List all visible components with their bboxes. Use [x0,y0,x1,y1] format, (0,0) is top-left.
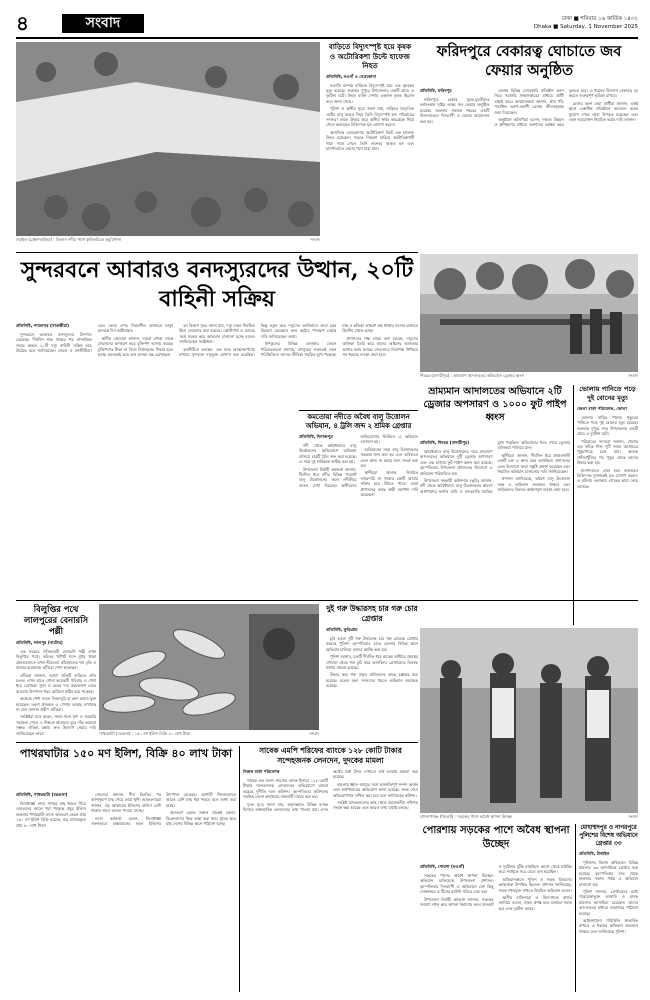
paragraph: অনেকে পেশা বদলে দিনমজুরি বা অন্য কাজে যুক্ত হয়েছেন। তরুণ প্রজন্মও এ পেশায় আগ্রহ দেখাচ্ছে না বলে জানান প্রবীণ তাঁতিরা। [16,696,96,713]
eviction-photo-caption: গোলাপগঞ্জ (সিলেট) : সড়কের পাশে অবৈধ স্থাপনা উচ্ছেদ [420,814,513,819]
posh-body [420,864,572,911]
paragraph: প্রশাসন জানিয়েছে, অবৈধ বালু উত্তোলন বন্ধে এ অভিযান অব্যাহত থাকবে এবং জড়িতদের বিরুদ্ধে আইনানুগ ব্যবস্থা নেয়া হবে। [497,476,570,493]
dredger-photo-illustration [420,254,638,372]
mohammadpur-story [579,824,638,992]
eviction-photo-illustration [420,628,638,813]
page-number: ৪ [16,11,29,35]
posh-headline: পোরশায় সড়কের পাশে অবৈধ স্থাপনা উচ্ছেদ [422,825,570,850]
electric-byline: প্রতিনিধি, নওগাঁ ও নেত্রকোনা [326,73,377,79]
bank-byline: নিজস্ব বার্তা পরিবেশক [243,769,280,774]
paragraph: ভোলায় বাড়ির পাশের পুকুরের পানিতে পড়ে দুই বোনের মৃত্যু হয়েছে। শুক্রবার দুপুরে সদর উপজেলার একটি গ্রামে এ দুর্ঘটনা ঘটে। [577,415,638,437]
paragraph: উপজেলা নির্বাহী কর্মকর্তা জানান, সড়কের জায়গা দখল করে স্থাপনা নির্মাণের ফলে যানজট ও দুর্ঘটনার ঝুঁকি বাড়ছিল। আগে থেকে মাইকিং করে সবাইকে সরে যেতে বলা হয়েছিল। [420,864,572,908]
masthead-logo [62,14,144,33]
canal-photo-illustration [16,42,320,236]
dateline-english: Dhaka ■ Saturday, 1 November 2025 [533,24,638,30]
paragraph: পুলিশ ও স্থানীয় সূত্রে জানা যায়, বাড়িতে বৈদ্যুতিক মোটর চালু করতে গিয়ে তিনি বিদ্যুৎস্পৃষ্ট হন। পরিবারের সদস্যরা তাকে উদ্ধার করে স্থানীয় স্বাস্থ্য কমপ্লেক্সে নিয়ে গেলে কর্তব্যরত চিকিৎসক মৃত ঘোষণা করেন। [326,106,414,128]
mobile-court-headline: ভ্রাম্যমান আদালতের অভিযানে ২টি ড্রেজার অপসারণ ও ১০০০ ফুট পাইপ ধ্বংস [423,386,567,423]
mohammadpur-headline: মোহাম্মদপুর ও নাগরপুরে পুলিশের বিশেষ অভিযানে গ্রেপ্তার ৩৩ [579,825,638,847]
sand-top-rule [299,410,418,411]
cattle-body [326,636,418,689]
mobile-court-body [420,440,570,494]
paragraph: মামলায় জ্ঞাত আয়ের সঙ্গে অসঙ্গতিপূর্ণ সম্পদ অর্জন এবং অর্থপাচারের অভিযোগ আনা হয়েছে। তদন্ত শেষে অভিযোগপত্র দাখিল করা হবে বলে জানিয়েছে কমিশন। [333,781,418,798]
hilsa-headline-box [16,746,236,788]
mohammadpur-byline: প্রতিনিধি, টাঙ্গাইল [579,851,610,856]
electric-headline: বাড়িতে বিদ্যুৎস্পৃষ্ট হয়ে কৃষক ও অটোরিকশা উল্টে হাফেজ নিহত [328,42,412,70]
paragraph: অবৈধভাবে বালু উত্তোলনের দায়ে ভ্রাম্যমাণ আদালতের অভিযানে দুটি ড্রেজার অপসারণ এবং এক হাজার ফুট পাইপ ধ্বংস করা হয়েছে। বৃহস্পতিবার উপজেলা প্রশাসনের উদ্যোগে এ অভিযান পরিচালিত হয়। [420,449,493,476]
faridpur-headline: ফরিদপুরে বেকারত্ব ঘোচাতে জব ফেয়ার অনুষ্ঠিত [436,43,622,79]
paragraph: হাসপাতালে নেয়া হলে কর্তব্যরত চিকিৎসক দুজনকেই মৃত ঘোষণা করেন। এ ঘটনায় এলাকায় শোকের ছায়া নেমে এসেছে। [577,467,638,489]
posh-byline: প্রতিনিধি, পোরশা (নওগাঁ) [420,864,465,869]
hilsa-photo-credit: সংবাদ [309,731,319,736]
hilsa-body-box [16,792,236,992]
hilsa-photo-illustration [99,604,319,730]
paragraph: উদ্ধার করা গরু প্রকৃত মালিকদের কাছে হস্তান্তর করা হয়েছে। চক্রের অন্য সদস্যদের ধরতে অভিযান অব্যাহত রয়েছে। [326,672,418,689]
paragraph: দুদক সূত্রে জানা যায়, অনুসন্ধানে বিভিন্ন ব্যাংক হিসাবে অস্বাভাবিক লেনদেনের তথ্য পাওয়া যায়। এসব অর্থের বৈধ উৎস দেখাতে ব্যর্থ হওয়ায় মামলা করা হয়েছে। [243,769,418,813]
dredger-photo-credit: সংবাদ [628,373,638,378]
sundarbans-byline: প্রতিনিধি, শ্যামনগর (সাতক্ষীরা) [16,323,70,328]
posh-body-box [420,864,572,992]
cattle-headline: দুই গরু উদ্ধারসহ চার গরু চোর গ্রেপ্তার [326,604,418,623]
paragraph: তাঁতিরা জানান, আগে প্রতিটি বাড়িতে তাঁত চলত। এখন হাতে গোনা কয়েকটি পরিবার এ পেশা ধরে রেখেছে। সুতা ও রঙের দাম কয়েকগুণ বেড়ে যাওয়ায় উৎপাদন খরচ মেটানো কঠিন হয়ে পড়েছে। [16,672,96,694]
paragraph: নদী থেকে অবৈধভাবে বালু উত্তোলনের অভিযোগে অভিযান চালিয়ে চারটি ট্রলি জব্দ করা হয়েছে। এ সময় দুই শ্রমিককে আটক করা হয়। [299,443,357,465]
sand-body [299,434,418,497]
paragraph: স্থানীয়রা জানান, দীর্ঘদিন ধরে প্রভাবশালী একটি চক্র এ কাজ করে আসছিল। প্রশাসনের এমন উদ্যোগে তারা সন্তুষ্টি প্রকাশ করেছেন এবং নিয়মিত অভিযান চালানোর দাবি জানিয়েছেন। [497,452,570,475]
hilsa-byline: প্রতিনিধি, পাথরঘাটা (বরগুনা) [16,792,68,797]
bhola-divider [573,385,574,625]
masthead-text: সংবাদ [85,15,121,31]
paragraph: উপজেলা নির্বাহী কর্মকর্তা জানান, দীর্ঘদিন ধরে নদীর বিভিন্ন পয়েন্টে বালু উত্তোলনের ফলে নদীতীরে ভাঙন দেখা দিয়েছে। স্থানীয়দের অভিযোগের ভিত্তিতে এ অভিযান চালানো হয়। [299,434,418,488]
paragraph: নওগাঁর মান্দায় বাড়িতে বিদ্যুৎস্পৃষ্ট হয়ে এক কৃষকের মৃত্যু হয়েছে। শুক্রবার দুপুরে উপজেলার একটি গ্রামে এ দুর্ঘটনা ঘটে। নিহত ব্যক্তি পেশায় একজন কৃষক ছিলেন বলে জানা গেছে। [326,82,414,104]
paragraph: স্থানীয় জেলেরা জানান, দস্যুরা নৌকা থেকে জেলেদের অপহরণ করে মুক্তিপণ আদায় করছে। মুক্তিপণের টাকা না দিলে নির্যাতনের শিকার হতে হচ্ছে। অনেকেই ভয়ে বনে যাওয়া বন্ধ রেখেছেন। [97,335,174,358]
mobile-court-headline-box [420,385,570,429]
hilsa-photo-caption: পাথরঘাটা (বরগুনা) : ১৫০ মণ ইলিশ বিক্রি ৪০ লাখ টাকা [99,731,191,736]
paragraph: সংশ্লিষ্টরা মনে করেন, সহজ শর্তে ঋণ ও সরকারি সহায়তা পেলে এ শিল্পকে আবারও ঘুরে দাঁড় করানো সম্ভব। ঐতিহ্য রক্ষায় দ্রুত উদ্যোগ নেয়ার দাবি জানিয়েছেন তারা। [16,714,96,736]
paragraph: পুলিশ জানায়, গ্রেপ্তারদের মধ্যে পরোয়ানাভুক্ত আসামি ও মাদক মামলার আসামিরা রয়েছেন। তাদের আদালতের মাধ্যমে কারাগারে পাঠানো হয়েছে। [579,889,638,916]
bank-story [243,746,418,992]
paragraph: মেলায় অংশ নেয়া প্রার্থীরা জানান, একই স্থানে একাধিক প্রতিষ্ঠানে আবেদন করার সুযোগ পেয়ে তারা উপকৃত হয়েছেন এবং এমন আয়োজন নিয়মিত করার দাবি জানান। [568,100,638,123]
faridpur-body-box [420,88,638,248]
paragraph: অভিযানের সময় বালু উত্তোলনের সরঞ্জাম জব্দ করা হয় এবং ভবিষ্যতে এমন কাজ না করার জন্য সতর্ক করা হয়। [360,446,418,469]
paragraph: বনজীবীরা বলছেন, এক সময় আত্মসমর্পণের মাধ্যমে সুন্দরবন দস্যুমুক্ত ঘোষণা করা হয়েছিল। কিন্তু নতুন করে দস্যুদের আবির্ভাবে তারা চরম উদ্বেগে রয়েছেন। দ্রুত কঠোর পদক্ষেপ নেয়ার দাবি জানিয়েছেন তারা। [179,323,337,358]
bank-headline: সাবেক এমপি শরিফের ব্যাংকে ১২৮ কোটি টাকার সন্দেহজনক লেনদেন, দুদকের মামলা [259,746,402,765]
paragraph: চুরি হওয়া দুটি গরু উদ্ধারসহ চার গরু চোরকে গ্রেপ্তার করেছে পুলিশ। বৃহস্পতিবার রাতে জেলার বিভিন্ন স্থানে অভিযান চালিয়ে তাদের আটক করা হয়। [326,636,418,652]
paragraph: অন্যদিকে নেত্রকোনায় অটোরিকশা উল্টে এক হাফেজ নিহত হয়েছেন। সড়কে নিয়ন্ত্রণ হারিয়ে অটোরিকশাটি খাদে পড়ে গেলে তিনি গুরুতর আহত হন এবং হাসপাতালে নেয়ার পথে মারা যান। [326,129,414,151]
paragraph: পুলিশ জানায়, চক্রটি দীর্ঘদিন ধরে রাতের আঁধারে গৃহস্থের গোয়াল থেকে গরু চুরি করে আসছিল। গ্রেপ্তারদের বিরুদ্ধে থানায় মামলা হয়েছে। [326,654,418,671]
canal-photo [16,42,320,236]
paragraph: উপজেলা সহকারী কমিশনার (ভূমি) জানান, নদী থেকে অবৈধভাবে বালু উত্তোলনের কারণে আশপাশের ফসলি জমি ও বসতবাড়ি হুমকির মুখে পড়ছিল। অভিযানের খবর পেয়ে ড্রেজার মালিকরা পালিয়ে যান। [420,440,570,494]
faridpur-byline: প্রতিনিধি, ফরিদপুর [420,88,452,93]
sand-byline: প্রতিনিধি, দিনাজপুর [299,434,333,439]
paragraph: জেলেরা জানান, দীর্ঘ বিরতির পর আশানুরূপ মাছ পেয়ে তারা খুশি। আড়তদাররা জানান, বড় আকারের ইলিশের চাহিদা বেশি থাকায় দামও ভালো পাওয়া যাচ্ছে। [91,792,161,814]
paragraph: মৎস্য কর্মকর্তা বলেন, নিষেধাজ্ঞা সফলভাবে বাস্তবায়নের ফলে ইলিশের উৎপাদন বেড়েছে। আগামী দিনগুলোতে আরও বেশি মাছ ধরা পড়বে বলে আশা করা হচ্ছে। [91,792,236,827]
lalpur-headline: বিলুপ্তির পথে লালপুরের বেনারসি পল্লী [23,604,89,636]
posh-headline-box [420,824,572,860]
dredger-photo [420,254,638,372]
bhola-headline: ভোলায় পানিতে পড়ে দুই বোনের মৃত্যু [579,385,636,402]
paragraph: ফরিদপুরে বেকার যুবক-যুবতীদের কর্মসংস্থান সৃষ্টির লক্ষ্যে জব ফেয়ার অনুষ্ঠিত হয়েছে। শুক্রবার সকালে শহরের একটি মিলনায়তনে দিনব্যাপী এ মেলার আয়োজন করা হয়। [420,97,490,124]
divider-lower [16,742,418,743]
sand-story [299,410,418,596]
bhola-body [577,415,638,489]
paragraph: সংশ্লিষ্ট ব্যাংকগুলোর কাছ থেকে প্রয়োজনীয় নথিপত্র সংগ্রহ করা হয়েছে এবং আরও তথ্য যাচাই চলছে। [333,800,418,811]
paragraph: পরিবারের সদস্যরা জানান, খেলার এক ফাঁকে শিশু দুটি সবার অগোচরে পুকুরপাড়ে চলে যায়। অনেক খোঁজাখুঁজির পর পুকুর থেকে তাদের উদ্ধার করা হয়। [577,438,638,466]
paragraph: আইনশৃঙ্খলা পরিস্থিতি স্বাভাবিক রাখতে এ ধরনের অভিযান অব্যাহত থাকবে বলে জানিয়েছে পুলিশ। [579,918,638,934]
bhola-byline: জেলা বার্তা পরিবেশক, ভোলা [577,406,627,411]
paragraph: স্থানীয় বাসিন্দারা এ উদ্যোগকে স্বাগত জানিয়ে বলেন, সড়ক প্রশস্ত হলে চলাচল সহজ হবে এবং দুর্ঘটনা কমবে। [498,895,572,911]
eviction-photo [420,628,638,813]
canal-photo-credit: সংবাদ [310,237,320,242]
eviction-photo-credit: সংবাদ [628,814,638,819]
paragraph: সাবেক এক সংসদ সদস্যের ব্যাংক হিসাবে ১২৮ কোটি টাকার সন্দেহজনক লেনদেনের অভিযোগে মামলা করেছে দুর্নীতি দমন কমিশন। বৃহস্পতিবার কমিশনের সমন্বিত জেলা কার্যালয়ে মামলাটি দায়ের করা হয়। [243,778,329,800]
paragraph: অনুষ্ঠানে অতিথিরা বলেন, দক্ষতা উন্নয়ন ও প্রশিক্ষণের মাধ্যমে তরুণদের কর্মক্ষম করে তুলতে হবে। এ ধরনের উদ্যোগ বেকারত্ব দূর করতে গুরুত্বপূর্ণ ভূমিকা রাখবে। [494,88,638,128]
canal-photo-caption: সরাইল (ব্রাহ্মণবাড়িয়া) : তিতাস নদীর পাশে কৃষিজমিতে কচুরিপানা [16,237,122,242]
electric-body [326,83,414,152]
paragraph: প্রশাসনের পক্ষ থেকে বলা হয়েছে, দস্যুদের তালিকা তৈরি করে তাদের আইনের আওতায় আনার কাজ চলছে। জেলেদের নিরাপত্তা নিশ্চিতে সব ধরনের ব্যবস্থা নেয়া হবে। [342,335,418,358]
sundarbans-headline-box [16,256,418,316]
page-header [16,12,638,36]
paragraph: উপকূলের বিভিন্ন এলাকার জেলে পরিবারগুলো জানায়, মৌসুমের শুরুতেই এমন পরিস্থিতিতে তাদের জীবিকা হুমকির মুখে পড়েছে। মাছ ও কাঁকড়া আহরণ বন্ধ থাকায় সংসার চালাতে হিমশিম খেতে হচ্ছে। [260,323,418,358]
mohammadpur-divider [575,824,576,992]
divider-mid [16,600,638,601]
sundarbans-headline: সুন্দরবনে আবারও বনদস্যুরদের উত্থান, ২০টি বাহিনী সক্রিয় [20,257,414,312]
mobile-court-byline: প্রতিনিধি, শিবচর (মাদারীপুর) [420,440,470,445]
hilsa-photo [99,604,319,730]
cattle-story [326,604,418,730]
lalpur-body [16,649,96,736]
hilsa-headline: পাথরঘাটার ১৫০ মণ ইলিশ, বিক্রি ৪০ লাখ টাকা [19,747,233,760]
paragraph: পুলিশের বিশেষ অভিযানে বিভিন্ন মামলার ৩৩ আসামিকে গ্রেপ্তার করা হয়েছে। বৃহস্পতিবার রাত থেকে শুক্রবার সকাল পর্যন্ত এ অভিযান চালানো হয়। [579,860,638,887]
mobile-court-body-box [420,440,570,625]
sand-headline: কমতোয়া নদীতে অবৈধ বালু উত্তোলন অভিযান, ৪ ট্রলি জব্দ ২ শ্রমিক গ্রেপ্তার [305,413,412,430]
paragraph: সড়কের পাশের অবৈধ স্থাপনা উচ্ছেদে অভিযান চালিয়েছে উপজেলা প্রশাসন। বৃহস্পতিবার দিনব্যাপী এ অভিযানে বেশ কিছু দোকানঘর ও টিনের ছাউনি সরিয়ে দেয়া হয়। [420,873,494,895]
paragraph: সুন্দরবনে আবারও বনদস্যুদের উৎপাত বেড়েছে। দীর্ঘদিন শান্ত থাকার পর সাম্প্রতিক সময়ে অন্তত ২০টি দস্যু বাহিনী সক্রিয় হয়ে উঠেছে বলে জানিয়েছেন জেলে ও বনজীবীরা। এতে বনের ওপর নির্ভরশীল হাজারো মানুষ আতঙ্কে দিন কাটাচ্ছেন। [16,323,174,354]
paragraph: মেলায় বিভিন্ন বেসরকারি প্রতিষ্ঠান অংশ নিয়ে সরাসরি সাক্ষাৎকারের মাধ্যমে প্রার্থী বাছাই করে। আয়োজকরা জানান, প্রায় পাঁচ শতাধিক তরুণ-তরুণী মেলায় জীবনবৃত্তান্ত জমা দিয়েছেন। [494,88,564,115]
paragraph: এক সময়ের ঐতিহ্যবাহী বেনারসি পল্লী এখন বিলুপ্তির পথে। তাঁতের খটখট শব্দে মুখর থাকা গ্রামগুলোতে এখন নীরবতা। কাঁচামালের দাম বৃদ্ধি ও বাজার হারানোয় তাঁতিরা পেশা ছাড়ছেন। [16,649,96,671]
divider-top [16,252,418,253]
lalpur-byline: প্রতিনিধি, লালপুর (নাটোর) [16,640,63,645]
lalpur-story [16,604,96,736]
header-rule [16,37,638,39]
paragraph: নিষেধাজ্ঞা শেষে সাগরে মাছ ধরতে গিয়ে জেলেদের জালে ধরা পড়েছে প্রচুর ইলিশ। শুক্রবার পাথরঘাটা মৎস্য অবতরণ কেন্দ্রে প্রায় ১৫০ মণ ইলিশ বিক্রি হয়েছে, যার বাজারমূল্য প্রায় ৪০ লাখ টাকা। [16,801,86,828]
dateline [534,15,638,31]
paragraph: অবতরণ কেন্দ্রে সকাল থেকেই ক্রেতা-বিক্রেতাদের ভিড় লক্ষ্য করা যায়। ট্রাকে করে মাছ দেশের বিভিন্ন স্থানে পাঠানো হচ্ছে। [166,810,236,827]
cattle-byline: প্রতিনিধি, কুড়িগ্রাম [326,627,358,632]
electric-story [326,42,414,246]
bhola-story [577,385,638,625]
dateline-bengali: ঢাকা ■ শনিবার ১৬ কার্তিক ১৪৩২ [561,16,638,22]
paragraph: স্থানীয়রা জানান, নিয়মিত নজরদারি না থাকায় চক্রটি আবার সক্রিয় হয়ে উঠতে পারে। তারা প্রশাসনের কাছে স্থায়ী সমাধান দাবি করেছেন। [360,470,418,498]
bank-divider [239,746,240,992]
paragraph: অভিযানকালে পুলিশ ও সড়ক বিভাগের কর্মকর্তারা উপস্থিত ছিলেন। প্রশাসন জানিয়েছে, সড়ক দখলমুক্ত রাখতে নিয়মিত অভিযান চলবে। [498,876,572,893]
dredger-photo-caption: শিবচর (মাদারীপুর) : ভ্রাম্যমাণ আদালতের অভিযানে ড্রেজার ধ্বংস [420,373,524,378]
mohammadpur-body [579,860,638,934]
paragraph: বন বিভাগ সূত্রে জানা যায়, দস্যু দমনে নিয়মিত টহল জোরদার করা হয়েছে। কোস্টগার্ড ও র‌্যাবের সঙ্গে সমন্বয় করে অভিযান চালানো হচ্ছে বলেও জানিয়েছেন সংশ্লিষ্টরা। [179,323,255,345]
faridpur-headline-box [420,42,638,84]
